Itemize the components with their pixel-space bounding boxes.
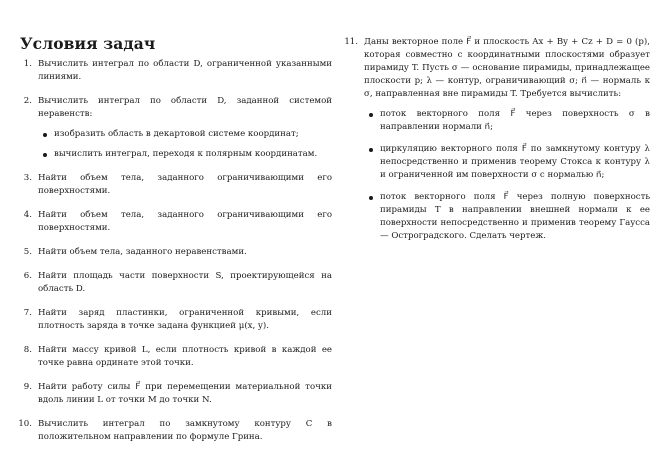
task-number: 8. [23, 345, 32, 355]
page-title: Условия задач [20, 34, 156, 53]
right-column [344, 36, 650, 254]
task-text: Найти заряд пластинки, ограниченной кривыми, если плотность заряда в точке задана функцией μ(x, y). [38, 308, 332, 331]
task-list-left [20, 58, 332, 444]
task-number: 9. [23, 382, 32, 392]
task-number: 10. [18, 419, 32, 429]
subtask-list [38, 128, 332, 161]
task-item [20, 58, 332, 84]
task-text: Найти объем тела, заданного ограничивающими его поверхностями. [38, 210, 332, 233]
subtask-text: циркуляцию векторного поля F⃗ по замкнутому контуру λ непосредственно и применив теорему Стокса к контуру λ и ограниченной им поверхности σ с нормалью n⃗; [380, 144, 650, 180]
task-item [20, 95, 332, 161]
task-text: Вычислить интеграл по замкнутому контуру C в положительном направлении по формуле Грина. [38, 419, 332, 442]
task-text: Найти массу кривой L, если плотность кривой в каждой ее точке равна ординате этой точки. [38, 345, 332, 368]
task-text: Найти объем тела, заданного ограничивающими его поверхностями. [38, 173, 332, 196]
task-text: Вычислить интеграл по области D, ограниченной указанными линиями. [38, 59, 332, 82]
subtask-text: вычислить интеграл, переходя к полярным координатам. [54, 149, 318, 159]
bullet-icon [369, 113, 373, 117]
subtask-item [364, 108, 650, 134]
task-item [20, 172, 332, 198]
task-number: 1. [23, 59, 32, 69]
subtask-text: изобразить область в декартовой системе координат; [54, 129, 299, 139]
task-item [20, 381, 332, 407]
subtask-item [364, 191, 650, 243]
bullet-icon [43, 133, 47, 137]
task-number: 3. [23, 173, 32, 183]
bullet-icon [369, 196, 373, 200]
task-text: Найти площадь части поверхности S, проектирующейся на область D. [38, 271, 332, 294]
task-number: 11. [344, 37, 358, 47]
subtask-text: поток векторного поля F⃗ через полную поверхность пирамиды T в направлении внешней нормали к ее поверхности непосредственно и применив теорему Гаусса — Остроградского. Сделать чертеж. [380, 192, 650, 241]
bullet-icon [43, 153, 47, 157]
task-text: Найти работу силы F⃗ при перемещении материальной точки вдоль линии L от точки M до точки N. [38, 382, 332, 405]
subtask-list [364, 108, 650, 243]
left-column [20, 58, 332, 455]
task-text: Найти объем тела, заданного неравенствами. [38, 247, 247, 257]
task-item [20, 246, 332, 259]
task-number: 7. [23, 308, 32, 318]
task-number: 4. [23, 210, 32, 220]
task-item [20, 307, 332, 333]
subtask-item [38, 128, 332, 141]
bullet-icon [369, 148, 373, 152]
task-number: 5. [23, 247, 32, 257]
task-item [20, 418, 332, 444]
task-item [20, 209, 332, 235]
task-number: 6. [23, 271, 32, 281]
task-number: 2. [23, 96, 32, 106]
subtask-item [38, 148, 332, 161]
task-item [20, 270, 332, 296]
subtask-text: поток векторного поля F⃗ через поверхность σ в направлении нормали n⃗; [380, 109, 650, 132]
task-list-right [344, 36, 650, 243]
subtask-item [364, 143, 650, 182]
task-text: Вычислить интеграл по области D, заданной системой неравенств: [38, 96, 332, 119]
task-item [344, 36, 650, 243]
task-item [20, 344, 332, 370]
task-text: Даны векторное поле F⃗ и плоскость Ax + By + Cz + D = 0 (p), которая совместно с координатными плоскостями образует пирамиду T. Пусть σ — основание пирамиды, принадлежащее плоскости p; λ — контур, ограничивающий σ; n⃗ — нормаль к σ, направленная вне пирамиды T. Требуется вычислить: [364, 37, 650, 99]
